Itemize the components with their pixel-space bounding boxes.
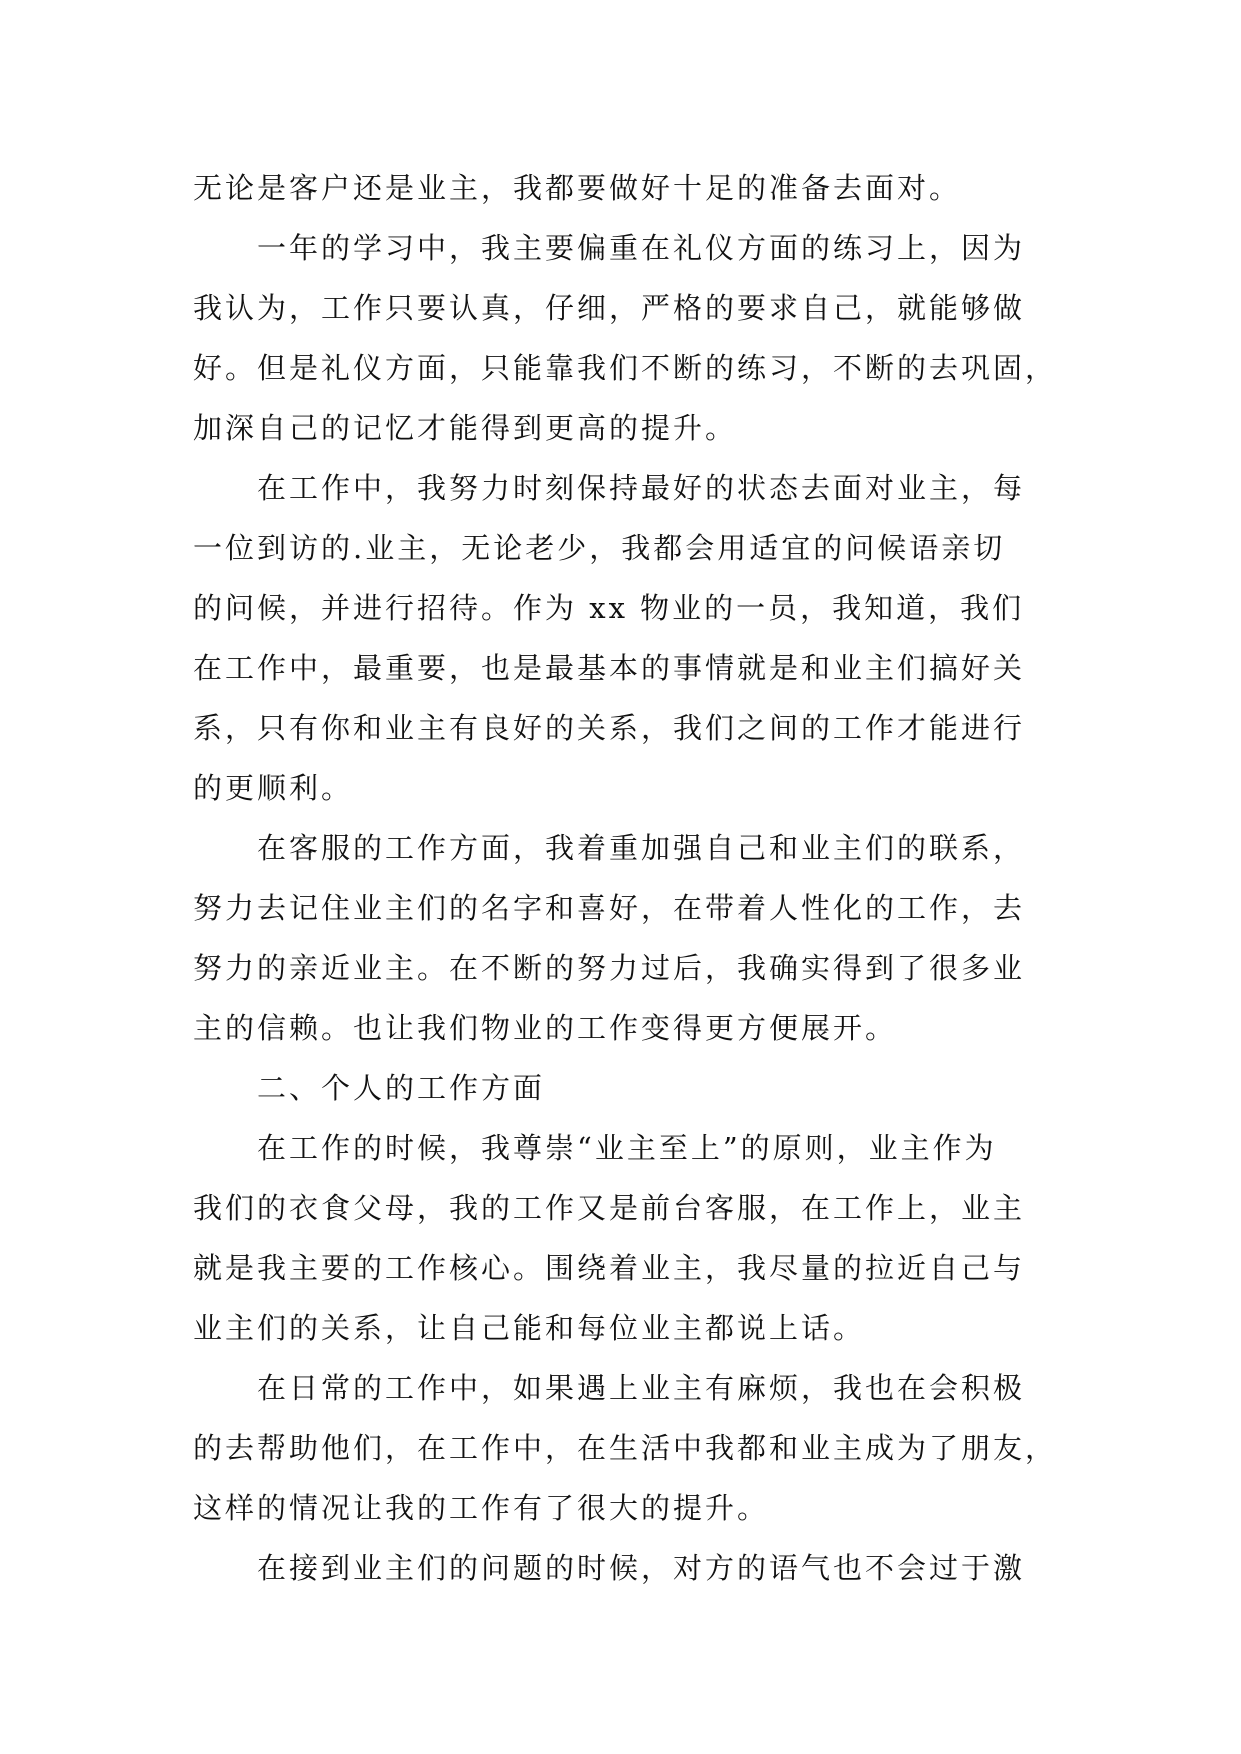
text-line: 无论是客户还是业主，我都要做好十足的准备去面对。 [193, 171, 962, 205]
text-line: 这样的情况让我的工作有了很大的提升。 [193, 1491, 770, 1525]
text-line: 的更顺利。 [193, 771, 354, 805]
text-line: 在接到业主们的问题的时候，对方的语气也不会过于激 [257, 1551, 1026, 1585]
text-line: 努力去记住业主们的名字和喜好，在带着人性化的工作，去 [193, 891, 1026, 925]
text-line: 就是我主要的工作核心。围绕着业主，我尽量的拉近自己与 [193, 1251, 1026, 1285]
text-line: 我认为，工作只要认真，仔细，严格的要求自己，就能够做 [193, 291, 1026, 325]
text-line: 在客服的工作方面，我着重加强自己和业主们的联系， [257, 831, 1026, 865]
text-line: 系，只有你和业主有良好的关系，我们之间的工作才能进行 [193, 711, 1026, 745]
text-line: 一年的学习中，我主要偏重在礼仪方面的练习上，因为 [257, 231, 1026, 265]
section-heading: 二、个人的工作方面 [257, 1071, 546, 1105]
text-line: 加深自己的记忆才能得到更高的提升。 [193, 411, 738, 445]
text-line: 在日常的工作中，如果遇上业主有麻烦，我也在会积极 [257, 1371, 1026, 1405]
text-line: 的问候，并进行招待。作为 xx 物业的一员，我知道，我们 [193, 591, 1025, 625]
text-line: 我们的衣食父母，我的工作又是前台客服，在工作上，业主 [193, 1191, 1026, 1225]
text-line: 在工作中，最重要，也是最基本的事情就是和业主们搞好关 [193, 651, 1026, 685]
text-line: 在工作的时候，我尊崇“业主至上”的原则，业主作为 [257, 1131, 997, 1165]
text-line: 好。但是礼仪方面，只能靠我们不断的练习，不断的去巩固， [193, 351, 1058, 385]
text-line: 努力的亲近业主。在不断的努力过后，我确实得到了很多业 [193, 951, 1026, 985]
text-line: 一位到访的.业主，无论老少，我都会用适宜的问候语亲切 [193, 531, 1006, 565]
text-line: 的去帮助他们，在工作中，在生活中我都和业主成为了朋友， [193, 1431, 1058, 1465]
text-line: 在工作中，我努力时刻保持最好的状态去面对业主，每 [257, 471, 1026, 505]
text-line: 业主们的关系，让自己能和每位业主都说上话。 [193, 1311, 866, 1345]
text-line: 主的信赖。也让我们物业的工作变得更方便展开。 [193, 1011, 898, 1045]
